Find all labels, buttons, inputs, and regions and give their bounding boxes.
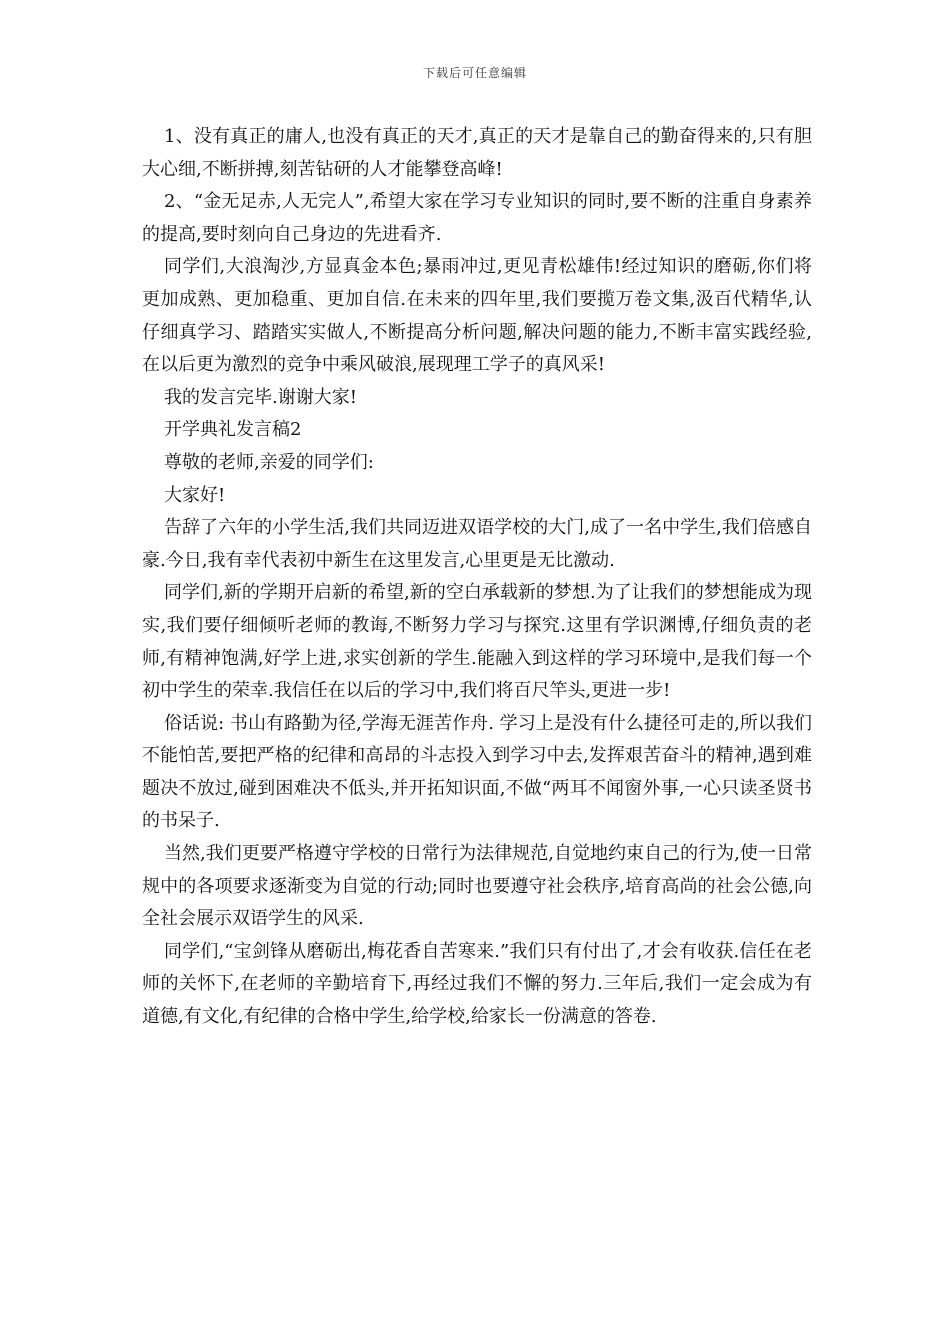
paragraph: 同学们,新的学期开启新的希望,新的空白承载新的梦想.为了让我们的梦想能成为现实,我们要仔细倾听老师的教诲,不断努力学习与探究.这里有学识渊博,仔细负责的老师,有精神饱满,好学上进,求实创新的学生.能融入到这样的学习环境中,是我们每一个初中学生的荣幸.我信任在以后的学习中,我们将百尺竿头,更进一步! bbox=[142, 582, 812, 702]
section-title: 开学典礼发言稿2 bbox=[164, 419, 302, 441]
page-header: 下载后可任意编辑 bbox=[422, 66, 527, 80]
paragraph: 2、“金无足赤,人无完人”,希望大家在学习专业知识的同时,要不断的注重自身素养的提高,要时刻向自己身边的先进看齐. bbox=[142, 191, 812, 245]
greeting: 大家好! bbox=[164, 484, 226, 506]
salutation: 尊敬的老师,亲爱的同学们: bbox=[164, 451, 374, 473]
paragraph: 同学们,“宝剑锋从磨砺出,梅花香自苦寒来.”我们只有付出了,才会有收获.信任在老师的关怀下,在老师的辛勤培育下,再经过我们不懈的努力.三年后,我们一定会成为有道德,有文化,有纪律的合格中学生,给学校,给家长一份满意的答卷. bbox=[142, 940, 812, 1028]
paragraph: 告辞了六年的小学生活,我们共同迈进双语学校的大门,成了一名中学生,我们倍感自豪.今日,我有幸代表初中新生在这里发言,心里更是无比激动. bbox=[142, 517, 812, 571]
paragraph: 同学们,大浪淘沙,方显真金本色;暴雨冲过,更见青松雄伟!经过知识的磨砺,你们将更加成熟、更加稳重、更加自信.在未来的四年里,我们要揽万卷文集,汲百代精华,认仔细真学习、踏踏实实做人,不断提高分析问题,解决问题的能力,不断丰富实践经验,在以后更为激烈的竞争中乘风破浪,展现理工学子的真风采! bbox=[142, 256, 812, 376]
document-body bbox=[142, 121, 812, 1034]
paragraph: 1、没有真正的庸人,也没有真正的天才,真正的天才是靠自己的勤奋得来的,只有胆大心细,不断拼搏,刻苦钻研的人才能攀登高峰! bbox=[142, 126, 812, 180]
paragraph: 当然,我们更要严格遵守学校的日常行为法律规范,自觉地约束自己的行为,使一日常规中的各项要求逐渐变为自觉的行动;同时也要遵守社会秩序,培育高尚的社会公德,向全社会展示双语学生的风采. bbox=[142, 843, 812, 930]
paragraph: 我的发言完毕.谢谢大家! bbox=[164, 386, 357, 408]
paragraph: 俗话说: 书山有路勤为径,学海无涯苦作舟. 学习上是没有什么捷径可走的,所以我们不能怕苦,要把严格的纪律和高昂的斗志投入到学习中去,发挥艰苦奋斗的精神,遇到难题决不放过,碰到困难决不低头,并开拓知识面,不做“两耳不闻窗外事,一心只读圣贤书 的书呆子. bbox=[142, 712, 812, 832]
